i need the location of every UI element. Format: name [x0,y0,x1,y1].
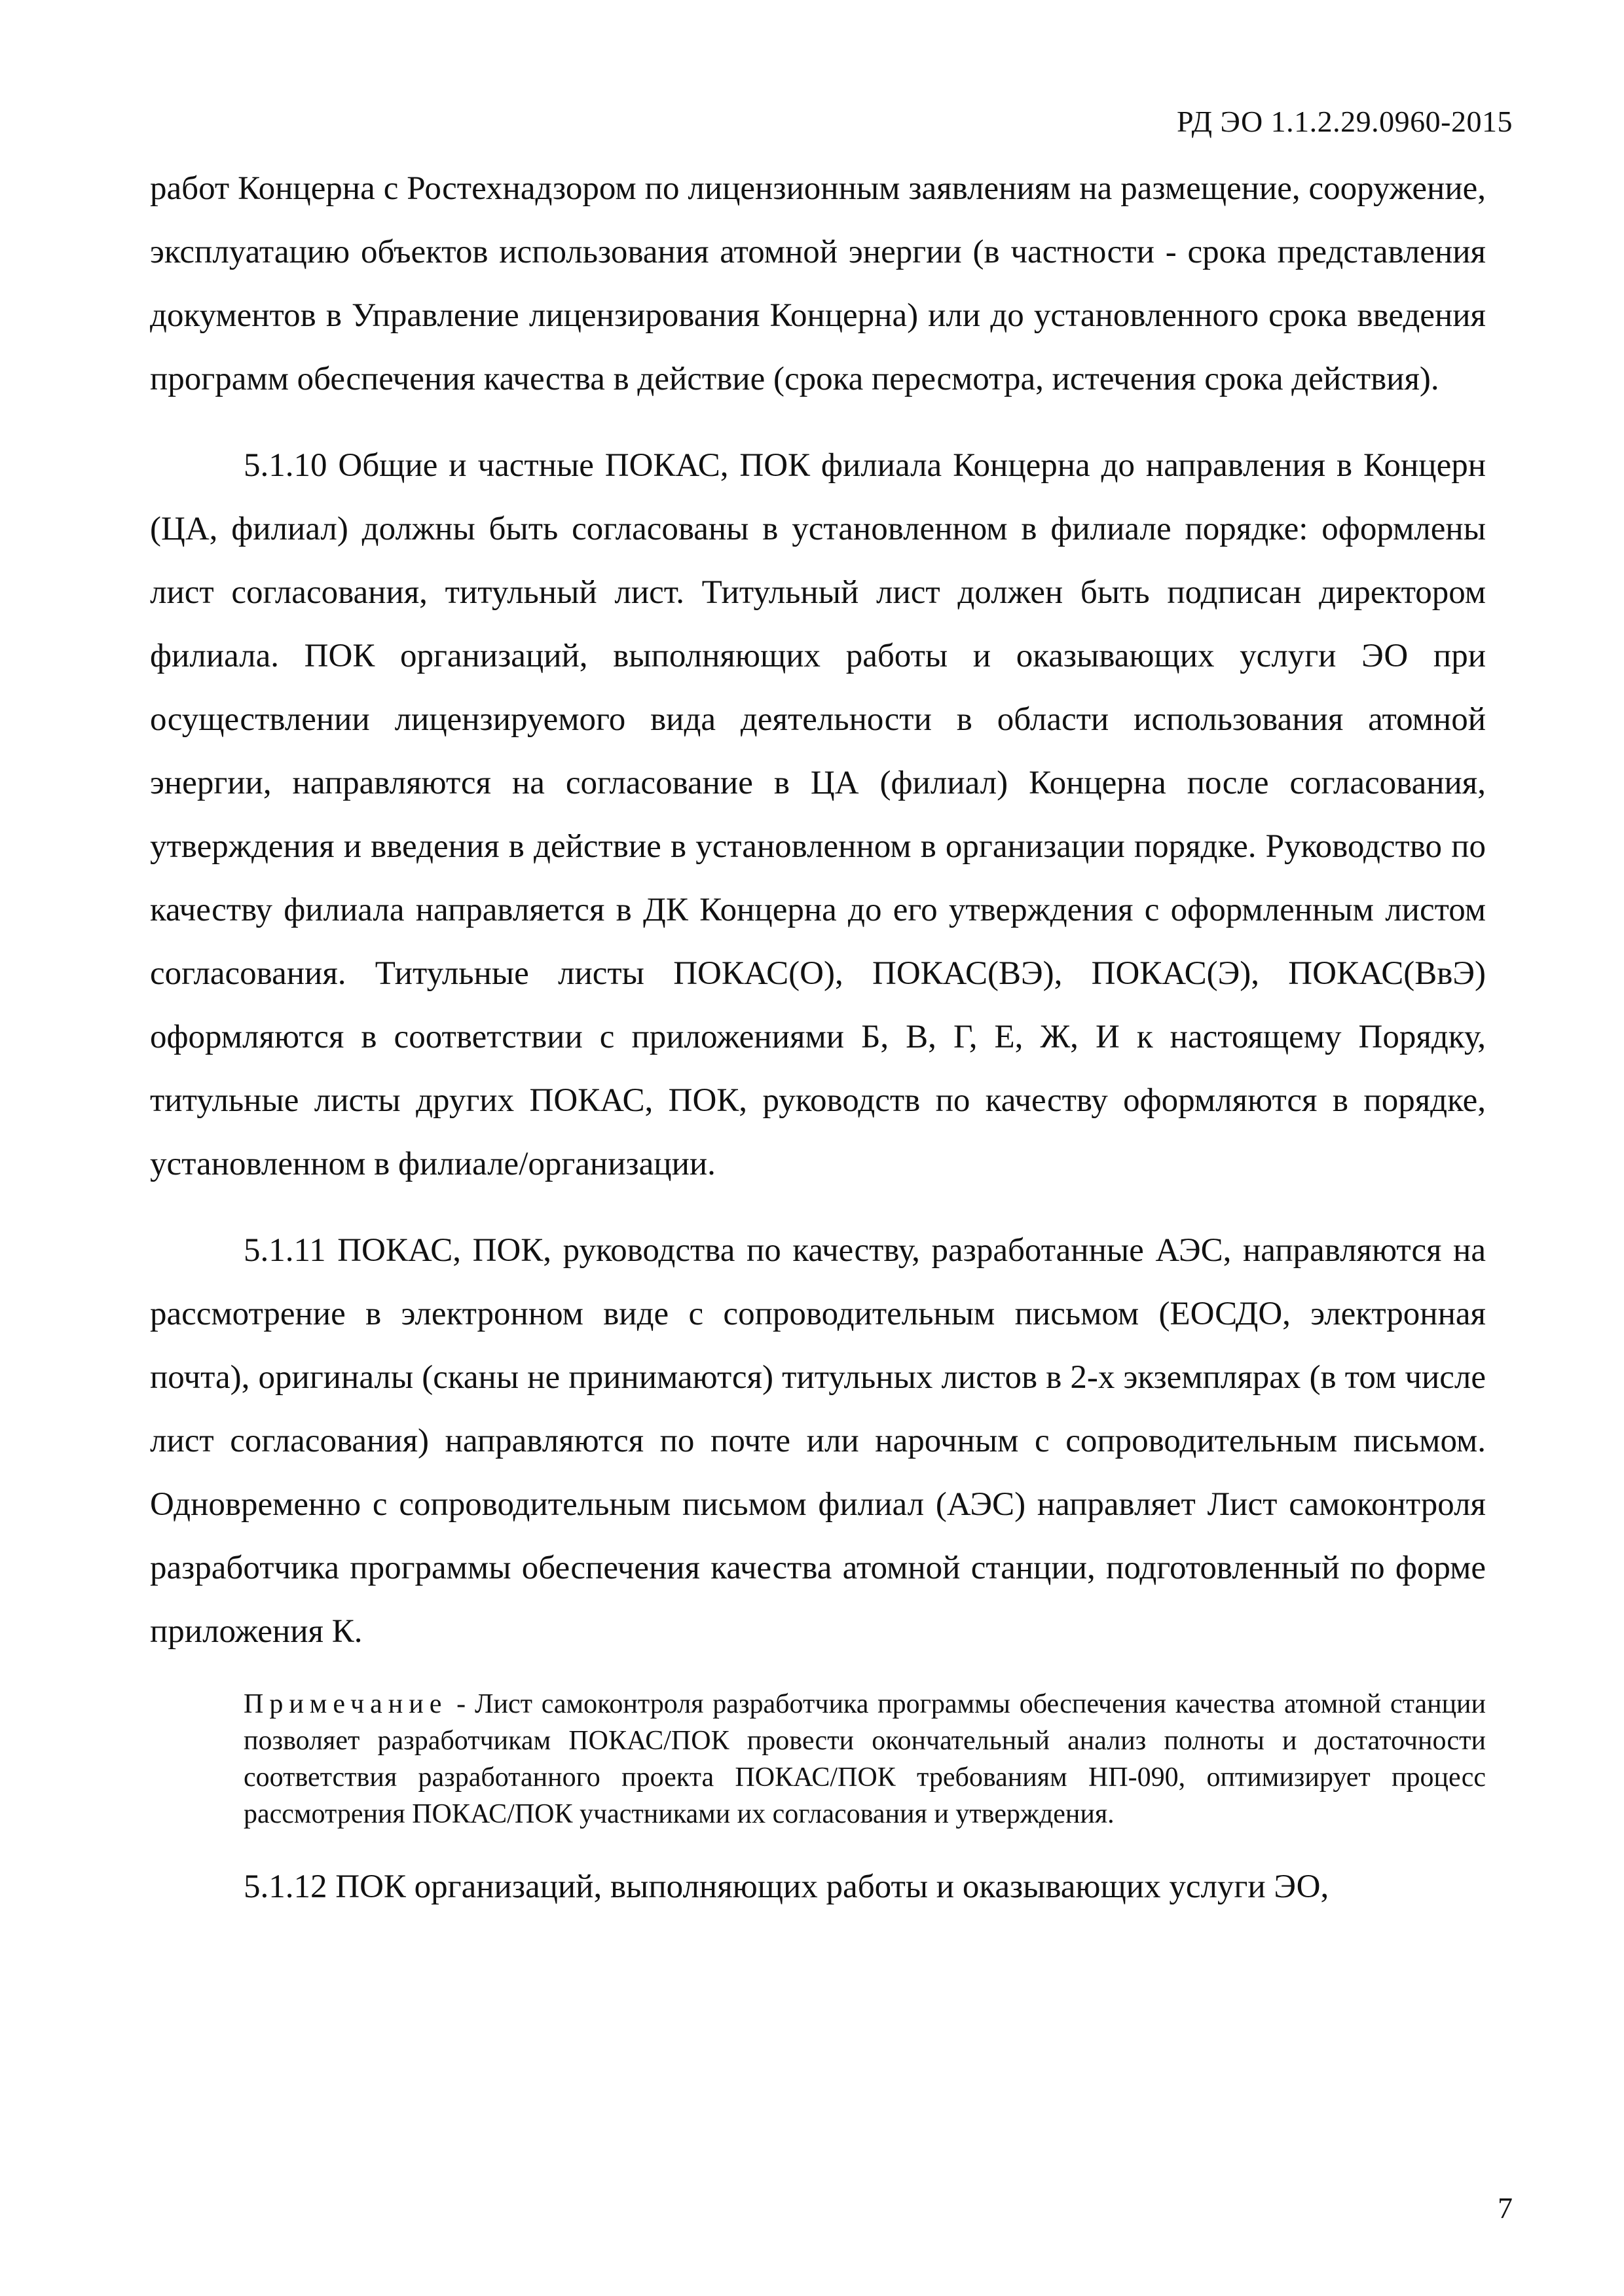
paragraph-5-1-10: 5.1.10 Общие и частные ПОКАС, ПОК филиала Концерна до направления в Концерн (ЦА, филиал) должны быть согласованы в установленном в филиале порядке: оформлены лист согласования, титульный лист. Титульный лист должен быть подписан директором филиала. ПОК организаций, выполняющих работы и оказывающих услуги ЭО при осуществлении лицензируемого вида деятельности в области использования атомной энергии, направляются на согласование в ЦА (филиал) Концерна после согласования, утверждения и введения в действие в установленном в организации порядке. Руководство по качеству филиала направляется в ДК Концерна до его утверждения с оформленным листом согласования. Титульные листы ПОКАС(О), ПОКАС(ВЭ), ПОКАС(Э), ПОКАС(ВвЭ) оформляются в соответствии с приложениями Б, В, Г, Е, Ж, И к настоящему Порядку, титульные листы других ПОКАС, ПОК, руководств по качеству оформляются в порядке, установленном в филиале/организации. [150,447,1486,1182]
note-text: - Лист самоконтроля разработчика программы обеспечения качества атомной станции позволяет разработчикам ПОКАС/ПОК провести окончательный анализ полноты и достаточности соответствия разработанного проекта ПОКАС/ПОК требованиям НП-090, оптимизирует процесс рассмотрения ПОКАС/ПОК участниками их согласования и утверждения. [244,1689,1486,1829]
paragraph-continuation: работ Концерна с Ростехнадзором по лицензионным заявлениям на размещение, сооружение, эксплуатацию объектов использования атомной энергии (в частности - срока представления документов в Управление лицензирования Концерна) или до установленного срока введения программ обеспечения качества в действие (срока пересмотра, истечения срока действия). [150,170,1486,397]
document-body [150,157,1486,1919]
paragraph-5-1-11: 5.1.11 ПОКАС, ПОК, руководства по качеству, разработанные АЭС, направляются на рассмотрение в электронном виде с сопроводительным письмом (ЕОСДО, электронная почта), оригиналы (сканы не принимаются) титульных листов в 2-х экземплярах (в том числе лист согласования) направляются по почте или нарочным с сопроводительным письмом. Одновременно с сопроводительным письмом филиал (АЭС) направляет Лист самоконтроля разработчика программы обеспечения качества атомной станции, подготовленный по форме приложения К. [150,1232,1486,1650]
note-label: Примечание [244,1689,448,1719]
note-block [150,1686,1486,1832]
page-number: 7 [1498,2191,1513,2225]
paragraph-5-1-12: 5.1.12 ПОК организаций, выполняющих работы и оказывающих услуги ЭО, [244,1868,1329,1905]
document-code: РД ЭО 1.1.2.29.0960-2015 [1177,105,1513,138]
